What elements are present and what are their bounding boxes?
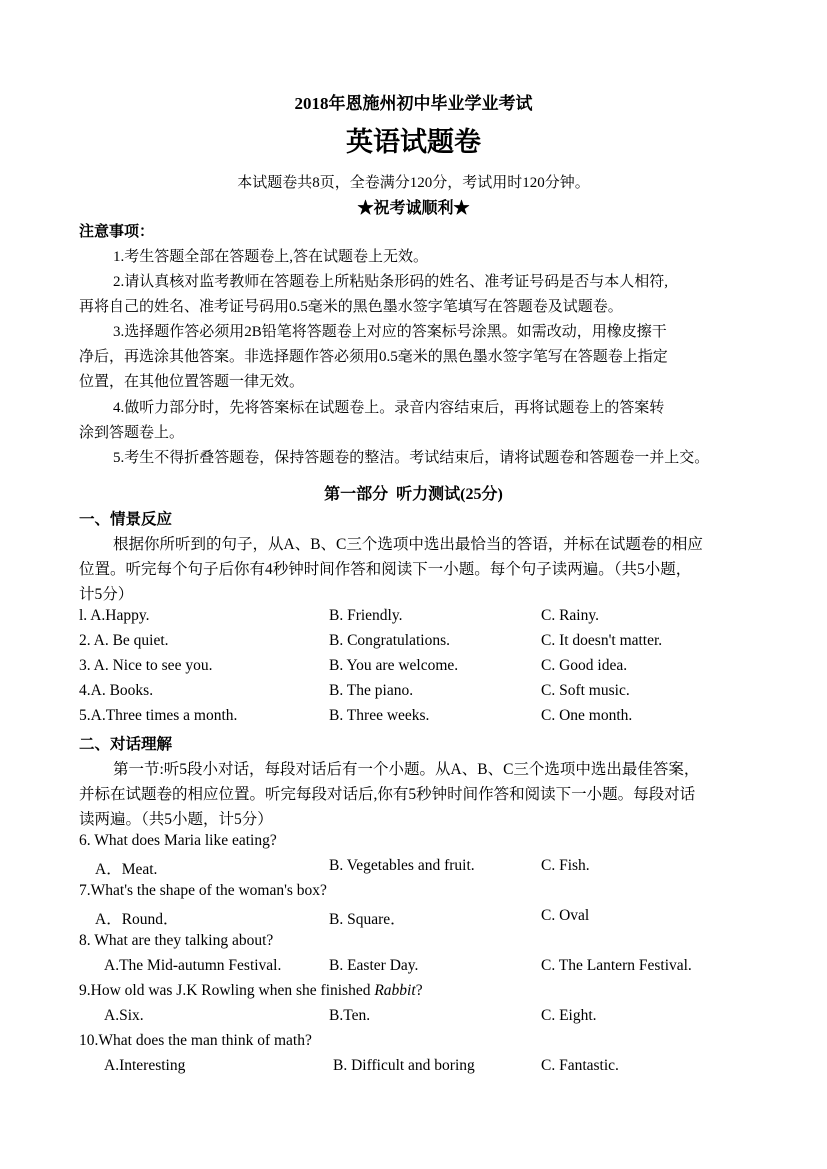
question-stem: 7.What's the shape of the woman's box? — [79, 882, 327, 899]
question-row — [0, 957, 827, 982]
section2-heading: 二、对话理解 — [79, 736, 173, 753]
note-line: 涂到答题卷上。 — [79, 425, 185, 441]
question-stem: 10.What does the man think of math? — [79, 1032, 312, 1049]
wish-line: ★祝考诚顺利★ — [357, 200, 470, 217]
question-row — [0, 1057, 827, 1082]
section1-instruction: 计5分） — [79, 586, 134, 603]
option-b: B. Difficult and boring — [333, 1057, 475, 1074]
option-a: l. A.Happy. — [79, 607, 150, 624]
paper-title: 英语试题卷 — [346, 127, 481, 158]
option-a: A．Round． — [95, 911, 179, 928]
option-a: A.The Mid-autumn Festival. — [104, 957, 282, 974]
note-line: 再将自己的姓名、准考证号码用0.5毫米的黑色墨水签字笔填写在答题卷及试题卷。 — [79, 299, 623, 315]
option-c: C. Soft music. — [541, 682, 630, 699]
question-row — [0, 907, 827, 932]
option-a: A.Interesting — [104, 1057, 186, 1074]
option-a: 4.A. Books. — [79, 682, 154, 699]
option-b: B. Vegetables and fruit. — [329, 857, 475, 874]
option-c: C. Fish. — [541, 857, 590, 874]
note-line: 位置，在其他位置答题一律无效。 — [79, 374, 305, 390]
question-stem: 8. What are they talking about? — [79, 932, 274, 949]
note-line: 4.做听力部分时，先将答案标在试题卷上。录音内容结束后，再将试题卷上的答案转 — [113, 400, 665, 416]
option-c: C. Oval — [541, 907, 590, 924]
option-a: 2. A. Be quiet. — [79, 632, 169, 649]
option-b: B.Ten. — [329, 1007, 371, 1024]
option-c: C. One month. — [541, 707, 633, 724]
option-c: C. Fantastic. — [541, 1057, 619, 1074]
option-b: B. The piano. — [329, 682, 414, 699]
option-c: C. The Lantern Festival. — [541, 957, 692, 974]
option-c: C. Rainy. — [541, 607, 599, 624]
note-line: 5.考生不得折叠答题卷，保持答题卷的整洁。考试结束后，请将试题卷和答题卷一并上交。 — [113, 450, 710, 466]
section1-instruction: 根据你所听到的句子，从A、B、C三个选项中选出最恰当的答语，并标在试题卷的相应 — [113, 536, 703, 553]
question-row — [0, 857, 827, 882]
exam-title: 2018年恩施州初中毕业学业考试 — [294, 94, 533, 113]
question-row — [0, 682, 827, 707]
question-stem: 6. What does Maria like eating? — [79, 832, 277, 849]
stem-text: 9.How old was J.K Rowling when she finished — [79, 982, 375, 999]
option-c: C. Good idea. — [541, 657, 628, 674]
section1-instruction: 位置。听完每个句子后你有4秒钟时间作答和阅读下一小题。每个句子读两遍。（共5小题， — [79, 561, 692, 578]
question-row — [0, 632, 827, 657]
section1-heading: 一、情景反应 — [79, 511, 173, 528]
option-a: 3. A. Nice to see you. — [79, 657, 213, 674]
option-a: 5.A.Three times a month. — [79, 707, 238, 724]
question-row — [0, 657, 827, 682]
option-c: C. Eight. — [541, 1007, 597, 1024]
stem-italic-title: Rabbit — [374, 982, 416, 999]
option-b: B. Square． — [329, 911, 406, 928]
section2-instruction: 并标在试题卷的相应位置。听完每段对话后,你有5秒钟时间作答和阅读下一小题。每段对话 — [79, 786, 696, 803]
option-a: A.Six. — [104, 1007, 144, 1024]
option-a: A．Meat. — [95, 861, 158, 878]
option-b: B. Easter Day. — [329, 957, 419, 974]
section2-instruction: 第一节:听5段小对话，每段对话后有一个小题。从A、B、C三个选项中选出最佳答案， — [113, 761, 700, 778]
question-row — [0, 1007, 827, 1032]
stem-text: ? — [415, 982, 423, 999]
question-stem — [79, 982, 423, 1000]
note-line: 净后，再选涂其他答案。非选择题作答必须用0.5毫米的黑色墨水签字笔写在答题卷上指定 — [79, 349, 668, 365]
notes-heading: 注意事项： — [79, 224, 155, 240]
note-line: 3.选择题作答必须用2B铅笔将答题卷上对应的答案标号涂黑。如需改动，用橡皮擦干 — [113, 324, 667, 340]
part1-title: 第一部分 听力测试(25分) — [324, 486, 503, 503]
note-line: 1.考生答题全部在答题卷上,答在试题卷上无效。 — [113, 249, 429, 265]
exam-info: 本试题卷共8页，全卷满分120分，考试用时120分钟。 — [237, 175, 590, 191]
option-b: B. Congratulations. — [329, 632, 450, 649]
section2-instruction: 读两遍。（共5小题，计5分） — [79, 811, 273, 828]
question-row — [0, 607, 827, 632]
option-b: B. Three weeks. — [329, 707, 430, 724]
option-b: B. You are welcome. — [329, 657, 459, 674]
question-row — [0, 707, 827, 732]
option-b: B. Friendly. — [329, 607, 403, 624]
note-line: 2.请认真核对监考教师在答题卷上所粘贴条形码的姓名、准考证号码是否与本人相符, — [113, 274, 669, 290]
option-c: C. It doesn't matter. — [541, 632, 663, 649]
